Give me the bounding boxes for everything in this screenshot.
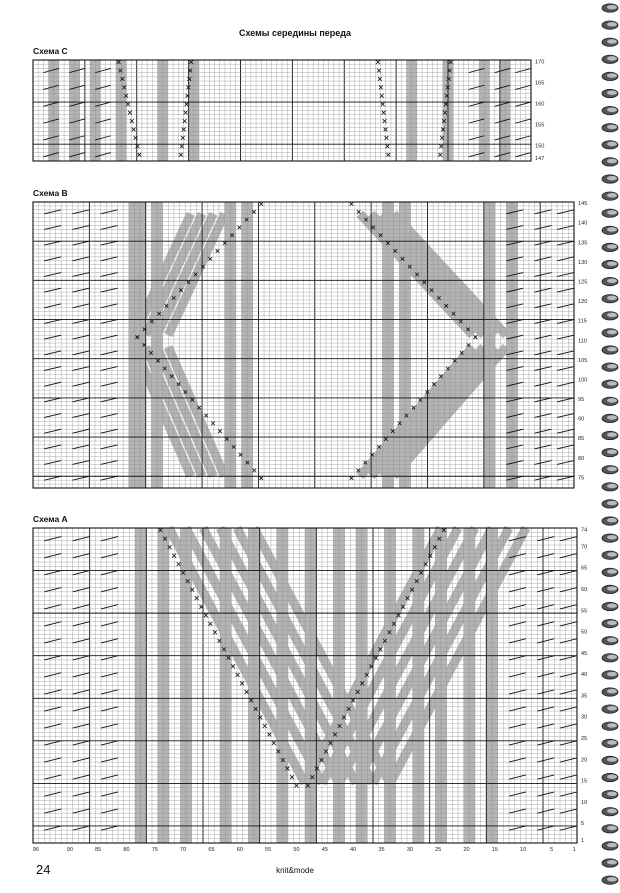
spiral-ring — [602, 876, 618, 884]
slant-stitch-mark — [73, 673, 90, 677]
x-stitch-icon — [272, 741, 276, 745]
row-number: 74 — [581, 527, 588, 534]
x-stitch-icon — [172, 554, 176, 558]
slant-stitch-mark — [101, 826, 118, 830]
row-number: 125 — [578, 279, 588, 286]
slant-stitch-mark — [509, 775, 526, 779]
page-number: 24 — [36, 862, 51, 877]
spiral-ring — [602, 277, 618, 285]
slant-stitch-mark — [73, 537, 90, 541]
column-number: 30 — [406, 847, 413, 853]
column-number: 75 — [151, 847, 158, 853]
slant-stitch-mark — [44, 673, 61, 677]
spiral-ring — [602, 517, 618, 525]
spiral-ring — [602, 739, 618, 747]
spiral-ring — [602, 483, 618, 491]
slant-stitch-mark — [73, 826, 90, 830]
row-number: 10 — [581, 799, 588, 806]
slant-stitch-mark — [101, 639, 118, 643]
spiral-ring — [602, 380, 618, 388]
slant-stitch-mark — [101, 707, 118, 711]
slant-stitch-mark — [73, 809, 90, 813]
spiral-ring — [602, 671, 618, 679]
slant-stitch-mark — [509, 571, 526, 575]
spiral-ring — [602, 808, 618, 816]
slant-stitch-mark — [44, 690, 61, 694]
slant-stitch-mark — [44, 792, 61, 796]
row-number: 170 — [535, 59, 545, 66]
spiral-ring — [602, 568, 618, 576]
slant-stitch-mark — [560, 809, 577, 813]
slant-stitch-mark — [101, 656, 118, 660]
spiral-ring — [602, 688, 618, 696]
slant-stitch-mark — [537, 724, 554, 728]
x-stitch-icon — [263, 724, 267, 728]
spiral-ring — [602, 346, 618, 354]
column-number: 20 — [463, 847, 470, 853]
slant-stitch-mark — [560, 826, 577, 830]
x-stitch-icon — [245, 690, 249, 694]
slant-stitch-mark — [73, 639, 90, 643]
column-number: 40 — [350, 847, 357, 853]
spiral-ring — [602, 4, 618, 12]
spiral-ring — [602, 124, 618, 132]
page-title: Схемы середины переда — [238, 28, 352, 38]
slant-stitch-mark — [560, 741, 577, 745]
slant-stitch-mark — [537, 690, 554, 694]
slant-stitch-mark — [560, 656, 577, 660]
row-number: 1 — [581, 838, 585, 845]
slant-stitch-mark — [537, 758, 554, 762]
slant-stitch-mark — [101, 724, 118, 728]
column-number: 25 — [435, 847, 442, 853]
spiral-ring — [602, 312, 618, 320]
spiral-ring — [602, 260, 618, 268]
row-number: 160 — [535, 101, 545, 108]
slant-stitch-mark — [560, 775, 577, 779]
x-stitch-icon — [267, 733, 271, 737]
spiral-ring — [602, 756, 618, 764]
slant-stitch-mark — [537, 639, 554, 643]
slant-stitch-mark — [509, 724, 526, 728]
row-number: 75 — [578, 475, 585, 482]
spiral-ring — [602, 55, 618, 63]
slant-stitch-mark — [560, 605, 577, 609]
slant-stitch-mark — [537, 809, 554, 813]
slant-stitch-mark — [537, 588, 554, 592]
column-number: 10 — [520, 847, 527, 853]
row-number: 60 — [581, 587, 588, 593]
row-number: 95 — [578, 397, 585, 404]
spiral-ring — [602, 38, 618, 46]
slant-stitch-mark — [101, 554, 118, 558]
slant-stitch-mark — [509, 605, 526, 609]
row-number: 15 — [581, 778, 588, 785]
slant-stitch-mark — [509, 809, 526, 813]
slant-stitch-mark — [560, 792, 577, 796]
slant-stitch-mark — [537, 554, 554, 558]
spiral-ring — [602, 295, 618, 303]
slant-stitch-mark — [44, 554, 61, 558]
slant-stitch-mark — [101, 673, 118, 677]
spiral-ring — [602, 466, 618, 474]
spiral-ring — [602, 637, 618, 645]
slant-stitch-mark — [509, 656, 526, 660]
x-stitch-icon — [204, 613, 208, 617]
row-number: 70 — [581, 544, 588, 551]
row-number: 30 — [581, 714, 588, 721]
slant-stitch-mark — [537, 656, 554, 660]
x-stitch-icon — [213, 630, 217, 634]
row-number: 20 — [581, 757, 588, 764]
slant-stitch-mark — [537, 605, 554, 609]
slant-stitch-mark — [509, 758, 526, 762]
spiral-ring — [602, 842, 618, 850]
slant-stitch-mark — [101, 792, 118, 796]
slant-stitch-mark — [44, 656, 61, 660]
slant-stitch-mark — [560, 588, 577, 592]
slant-stitch-mark — [560, 554, 577, 558]
slant-stitch-mark — [44, 758, 61, 762]
spiral-ring — [602, 619, 618, 627]
slant-stitch-mark — [101, 690, 118, 694]
slant-stitch-mark — [101, 758, 118, 762]
spiral-ring — [602, 414, 618, 422]
slant-stitch-mark — [44, 809, 61, 813]
slant-stitch-mark — [44, 775, 61, 779]
x-stitch-icon — [295, 784, 299, 788]
slant-stitch-mark — [73, 775, 90, 779]
slant-stitch-mark — [560, 724, 577, 728]
slant-stitch-mark — [44, 707, 61, 711]
row-number: 45 — [581, 650, 588, 657]
x-stitch-icon — [208, 622, 212, 626]
spiral-ring — [602, 72, 618, 80]
spiral-ring — [602, 175, 618, 183]
spiral-ring — [602, 722, 618, 730]
chart-b-label: Схема B — [33, 188, 68, 198]
row-number: 105 — [578, 357, 588, 364]
slant-stitch-mark — [509, 622, 526, 626]
column-number: 85 — [95, 847, 102, 853]
slant-stitch-mark — [101, 588, 118, 592]
slant-stitch-mark — [537, 622, 554, 626]
row-number: 147 — [535, 156, 545, 163]
column-number: 15 — [491, 847, 498, 853]
slant-stitch-mark — [509, 741, 526, 745]
slant-stitch-mark — [44, 571, 61, 575]
spiral-ring — [602, 431, 618, 439]
x-stitch-icon — [195, 596, 199, 600]
slant-stitch-mark — [101, 605, 118, 609]
spiral-ring — [602, 226, 618, 234]
spiral-ring — [602, 158, 618, 166]
slant-stitch-mark — [509, 690, 526, 694]
x-stitch-icon — [240, 681, 244, 685]
row-number: 145 — [578, 201, 588, 208]
chart-a-label: Схема A — [33, 514, 68, 524]
slant-stitch-mark — [73, 707, 90, 711]
slant-stitch-mark — [509, 707, 526, 711]
slant-stitch-mark — [73, 571, 90, 575]
row-number: 110 — [578, 338, 587, 345]
column-number: 80 — [123, 847, 130, 853]
slant-stitch-mark — [537, 741, 554, 745]
x-stitch-icon — [236, 673, 240, 677]
slant-stitch-mark — [560, 622, 577, 626]
slant-stitch-mark — [73, 690, 90, 694]
slant-stitch-mark — [560, 571, 577, 575]
slant-stitch-mark — [44, 622, 61, 626]
slant-stitch-mark — [101, 775, 118, 779]
row-number: 165 — [535, 80, 545, 87]
row-number: 85 — [578, 436, 585, 443]
spiral-ring — [602, 243, 618, 251]
spiral-ring — [602, 448, 618, 456]
slant-stitch-mark — [73, 554, 90, 558]
row-number: 150 — [535, 143, 545, 150]
slant-stitch-mark — [560, 707, 577, 711]
spiral-ring — [602, 790, 618, 798]
row-number: 120 — [578, 299, 588, 306]
x-stitch-icon — [290, 775, 294, 779]
spiral-ring — [602, 773, 618, 781]
column-number: 70 — [180, 847, 187, 853]
spiral-ring — [602, 209, 618, 217]
slant-stitch-mark — [73, 724, 90, 728]
spiral-ring — [602, 192, 618, 200]
spiral-ring — [602, 21, 618, 29]
row-number: 25 — [581, 735, 588, 742]
row-number: 35 — [581, 693, 588, 700]
row-number: 55 — [581, 608, 588, 615]
x-stitch-icon — [231, 664, 235, 668]
slant-stitch-mark — [509, 639, 526, 643]
slant-stitch-mark — [537, 792, 554, 796]
row-number: 5 — [581, 821, 585, 828]
column-number: 45 — [321, 847, 328, 853]
spiral-ring — [602, 89, 618, 97]
slant-stitch-mark — [537, 707, 554, 711]
slant-stitch-mark — [44, 724, 61, 728]
column-number: 90 — [66, 847, 73, 853]
x-stitch-icon — [177, 562, 181, 566]
slant-stitch-mark — [44, 741, 61, 745]
spiral-ring — [602, 329, 618, 337]
slant-stitch-mark — [560, 690, 577, 694]
slant-stitch-mark — [73, 792, 90, 796]
row-number: 90 — [578, 416, 585, 423]
slant-stitch-mark — [101, 571, 118, 575]
brand-logo-text: knit&mode — [276, 866, 314, 875]
row-number: 130 — [578, 259, 588, 266]
spiral-ring — [602, 534, 618, 542]
spiral-ring — [602, 500, 618, 508]
slant-stitch-mark — [560, 758, 577, 762]
slant-stitch-mark — [44, 588, 61, 592]
slant-stitch-mark — [44, 639, 61, 643]
slant-stitch-mark — [537, 826, 554, 830]
slant-stitch-mark — [509, 792, 526, 796]
row-number: 155 — [535, 122, 545, 129]
row-number: 40 — [581, 672, 588, 679]
slant-stitch-mark — [44, 826, 61, 830]
slant-stitch-mark — [73, 656, 90, 660]
spiral-ring — [602, 141, 618, 149]
slant-stitch-mark — [73, 588, 90, 592]
spiral-ring — [602, 825, 618, 833]
slant-stitch-mark — [44, 537, 61, 541]
slant-stitch-mark — [560, 537, 577, 541]
slant-stitch-mark — [44, 605, 61, 609]
row-number: 80 — [578, 455, 585, 462]
slant-stitch-mark — [101, 622, 118, 626]
spiral-ring — [602, 705, 618, 713]
column-number: 1 — [572, 847, 576, 853]
slant-stitch-mark — [101, 741, 118, 745]
spiral-ring — [602, 397, 618, 405]
spiral-ring — [602, 363, 618, 371]
column-number: 65 — [208, 847, 215, 853]
slant-stitch-mark — [537, 673, 554, 677]
slant-stitch-mark — [509, 673, 526, 677]
row-number: 50 — [581, 629, 588, 636]
column-number: 50 — [293, 847, 300, 853]
spiral-ring — [602, 551, 618, 559]
row-number: 100 — [578, 377, 588, 384]
slant-stitch-mark — [509, 588, 526, 592]
chart-c-label: Схема C — [33, 46, 68, 56]
slant-stitch-mark — [73, 741, 90, 745]
slant-stitch-mark — [73, 758, 90, 762]
spiral-ring — [602, 106, 618, 114]
column-number: 5 — [549, 847, 554, 853]
spiral-ring — [602, 585, 618, 593]
slant-stitch-mark — [560, 673, 577, 677]
column-number: 35 — [378, 847, 385, 853]
slant-stitch-mark — [560, 639, 577, 643]
slant-stitch-mark — [537, 571, 554, 575]
spiral-ring — [602, 602, 618, 610]
row-number: 135 — [578, 240, 588, 247]
slant-stitch-mark — [101, 537, 118, 541]
row-number: 140 — [578, 220, 588, 227]
slant-stitch-mark — [73, 622, 90, 626]
slant-stitch-mark — [73, 605, 90, 609]
spiral-ring — [602, 859, 618, 867]
spiral-ring — [602, 654, 618, 662]
column-number: 96 — [32, 847, 39, 853]
row-number: 65 — [581, 565, 588, 572]
column-number: 60 — [236, 847, 243, 853]
slant-stitch-mark — [101, 809, 118, 813]
column-number: 55 — [265, 847, 272, 853]
slant-stitch-mark — [509, 826, 526, 830]
slant-stitch-mark — [537, 537, 554, 541]
spiral-binding-icon — [600, 0, 620, 893]
slant-stitch-mark — [537, 775, 554, 779]
row-number: 115 — [578, 318, 587, 325]
